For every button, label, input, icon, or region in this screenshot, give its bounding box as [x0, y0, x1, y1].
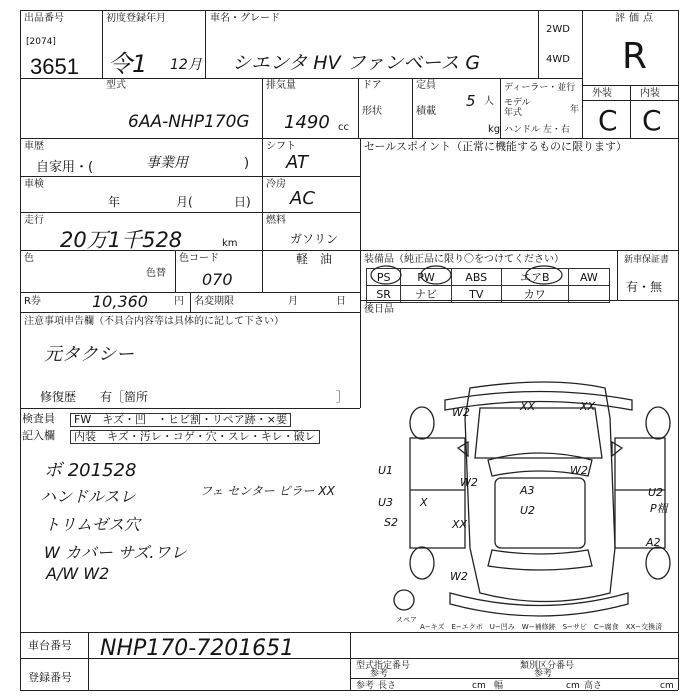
equipment-circles [366, 262, 566, 292]
height-label: 高さ [584, 681, 603, 691]
exterior-value: C [598, 104, 618, 137]
load-label: 積載 [416, 106, 436, 117]
length-unit: cm [472, 681, 486, 691]
chassis-value: NHP170-7201651 [100, 636, 295, 661]
equip-pw: PW [401, 269, 451, 286]
usage-hand: 事業用 [146, 155, 188, 171]
note-right: フェ センター ピラー XX [200, 484, 335, 498]
drive-2wd: 2WD [546, 24, 570, 35]
model-value: シエンタ HV ファンベース G [232, 52, 481, 74]
type-label: 型式 [106, 80, 126, 91]
repair-close: ］ [336, 390, 349, 404]
equipment-label: 装備品（純正品に限り〇をつけてください） [364, 254, 564, 265]
circle-ps [371, 266, 401, 284]
mark-5: U1 [378, 464, 394, 477]
notes-handwritten: 元タクシー [44, 344, 134, 365]
inspector-label-2: 記入欄 [22, 429, 55, 442]
name-limit-label: 名変期限 [194, 296, 234, 307]
mileage-unit: km [222, 238, 238, 249]
note-line-1: ボ 201528 [44, 460, 137, 481]
car-body [465, 382, 615, 602]
mark-12: U2 [648, 486, 664, 499]
mark-14: A2 [646, 536, 661, 549]
first-reg-label: 初度登録年月 [106, 13, 166, 24]
mark-8: X [420, 496, 428, 509]
name-limit-day: 日 [336, 296, 346, 307]
equip-sr: SR [367, 286, 401, 303]
inspector-row-2: 内装 キズ・汚レ・コゲ・穴・スレ・キレ・破レ [70, 430, 320, 444]
usage-close: ) [244, 156, 250, 171]
mark-9: XX [452, 518, 468, 531]
first-reg-month: 12月 [170, 57, 202, 73]
handle-label: ハンドル 左・右 [504, 125, 570, 135]
equip-leather: カワ [501, 286, 568, 303]
spare-circle [394, 590, 414, 610]
r-unit: 円 [174, 296, 184, 307]
ac-value: AC [290, 188, 315, 209]
capacity-unit: 人 [484, 96, 494, 107]
model-label: 車名・グレード [210, 13, 280, 24]
equip-navi: ナビ [401, 286, 451, 303]
usage-value: 自家用・( [36, 160, 94, 175]
mark-1: XX [520, 400, 536, 413]
usage-label: 車歴 [24, 141, 44, 152]
first-reg-value: 令1 [108, 50, 148, 78]
inspection-label: 車検 [24, 179, 44, 190]
circle-pw [421, 266, 451, 284]
reg-label: 登録番号 [28, 671, 72, 684]
load-unit: kg [488, 124, 501, 135]
rating-label: 評価点 [615, 13, 657, 24]
drive-4wd: 4WD [546, 54, 570, 65]
mark-7: S2 [384, 516, 398, 529]
interior-label: 内装 [640, 88, 660, 99]
displacement-label: 排気量 [266, 80, 296, 91]
warranty-label: 新車保証書 [624, 255, 670, 265]
fuel-diesel: 軽 油 [296, 252, 333, 266]
note-line-4: W カバー サズ.ワレ [44, 543, 187, 562]
warranty-value: 有・無 [626, 280, 663, 294]
exterior-label: 外装 [592, 88, 612, 99]
mark-11: U2 [520, 504, 536, 517]
color-code-value: 070 [202, 270, 233, 289]
displacement-unit: cc [338, 122, 349, 133]
capacity-value: 5 [466, 92, 476, 110]
mark-6: U3 [378, 496, 394, 509]
ac-label: 冷房 [266, 179, 286, 190]
color-code-label: 色コード [179, 253, 219, 264]
mileage-value: 20万1千528 [60, 228, 183, 252]
length-label: 長さ [378, 681, 397, 691]
inspection-year: 年 [108, 195, 121, 209]
repair-label: 修復歴 [40, 390, 77, 404]
chassis-label: 車台番号 [28, 639, 72, 652]
width-unit: cm [566, 681, 580, 691]
inspection-day: 日) [234, 195, 251, 209]
designation-ref: 参考 [370, 669, 389, 679]
mark-13: P粗 [650, 502, 668, 515]
repair-value: 有［箇所 [100, 390, 149, 404]
rear-label: 後日品 [364, 304, 394, 315]
displacement-value: 1490 [284, 112, 330, 133]
width-label: 幅 [494, 681, 504, 691]
circle-airbag [526, 266, 562, 284]
equip-airbag: エアB [501, 269, 568, 286]
mark-0: W2 [452, 406, 470, 419]
mark-10: A3 [520, 484, 535, 497]
mark-15: W2 [450, 570, 468, 583]
car-diagram [370, 378, 675, 630]
fuel-gas: ガソリン [290, 232, 339, 246]
designation-label: 型式指定番号 [356, 661, 411, 671]
category-ref: 参考 [534, 669, 553, 679]
sales-point-label: セールスポイント（正常に機能するものに限ります） [364, 140, 628, 153]
spare-label: スペア [396, 616, 417, 624]
mark-3: W2 [570, 464, 588, 477]
model-year-label: モデル年式 [504, 98, 531, 118]
notes-label: 注意事項申告欄（不具合内容等は具体的に記して下さい） [24, 316, 284, 327]
rating-value: R [622, 36, 648, 77]
model-year-unit: 年 [570, 105, 580, 115]
inspector-label-1: 検査員 [22, 412, 55, 425]
inspector-row-1: FW キズ・凹 ・ヒビ割・リペア跡・×要 [70, 413, 291, 427]
shift-value: AT [286, 152, 308, 173]
capacity-label: 定員 [416, 80, 436, 91]
mileage-label: 走行 [24, 215, 44, 226]
interior-value: C [642, 104, 662, 137]
note-line-2: ハンドルスレ [40, 487, 136, 506]
color-change-label: 色替 [146, 268, 166, 279]
name-limit-month: 月 [288, 296, 298, 307]
equip-tv: TV [451, 286, 501, 303]
note-line-5: A/W W2 [46, 564, 110, 583]
note-line-3: トリムゼス穴 [44, 515, 141, 534]
height-unit: cm [660, 681, 674, 691]
dealer-label: ディーラー・並行 [504, 83, 576, 93]
shift-label: シフト [266, 141, 296, 152]
diagram-legend: A−キズ E−エクボ U−凹み W−補修跡 S−サビ C−腐食 XX−交換済 [420, 623, 663, 631]
equip-abs: ABS [451, 269, 501, 286]
inspection-month: 月( [176, 195, 193, 209]
shape-label: 形状 [362, 106, 382, 117]
equip-aw: AW [568, 269, 609, 286]
mark-4: W2 [460, 476, 478, 489]
length-ref: 参考 [356, 681, 375, 691]
color-label: 色 [24, 253, 34, 264]
lot-number: 3651 [30, 54, 79, 79]
fuel-label: 燃料 [266, 215, 286, 226]
type-value: 6AA-NHP170G [128, 112, 250, 132]
category-label: 類別区分番号 [520, 661, 575, 671]
lot-label: 出品番号 [24, 13, 64, 24]
equip-ps: PS [367, 269, 401, 286]
door-label: ドア [362, 80, 382, 91]
r-label: R券 [24, 296, 41, 307]
r-value: 10,360 [92, 292, 148, 311]
equip-empty [568, 286, 609, 303]
lot-sub: [2074] [26, 37, 56, 47]
mark-2: XX [580, 400, 596, 413]
